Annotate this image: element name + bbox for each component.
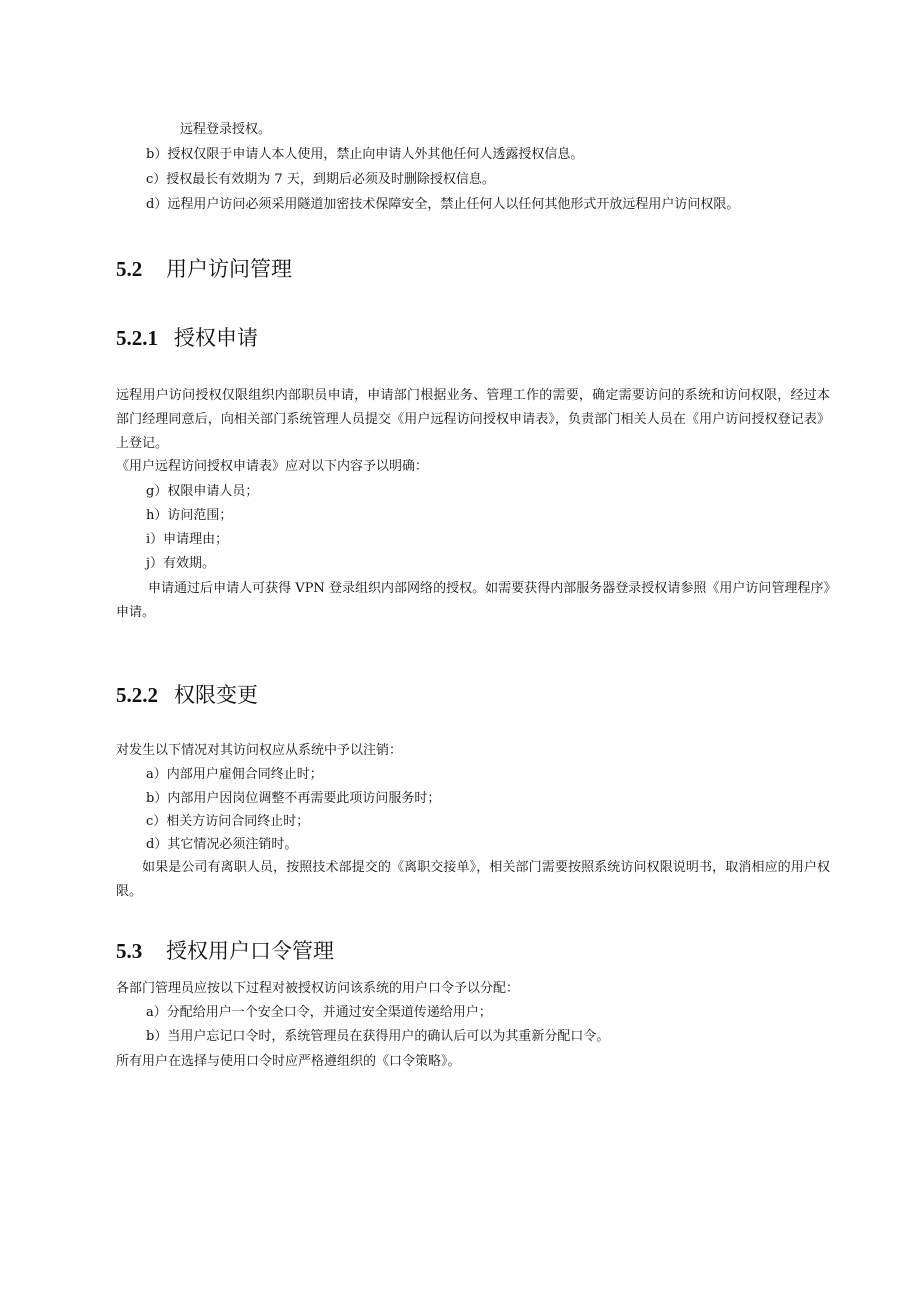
- paragraph: 对发生以下情况对其访问权应从系统中予以注销：: [116, 743, 403, 758]
- list-item: a）内部用户雇佣合同终止时；: [146, 767, 323, 782]
- section-heading-5-2-2: [116, 680, 258, 710]
- list-item: d）远程用户访问必须采用隧道加密技术保障安全，禁止任何人以任何其他形式开放远程用户访问权限。: [146, 197, 740, 212]
- list-item: b）当用户忘记口令时，系统管理员在获得用户的确认后可以为其重新分配口令。: [146, 1029, 610, 1044]
- list-item: i）申请理由；: [146, 532, 229, 547]
- section-title: 授权用户口令管理: [166, 939, 334, 963]
- paragraph: 所有用户在选择与使用口令时应严格遵组织的《口令策略》。: [116, 1054, 461, 1069]
- list-item: h）访问范围；: [146, 508, 233, 523]
- paragraph: 申请通过后申请人可获得 VPN 登录组织内部网络的授权。如需要获得内部服务器登录授权请参照《用户访问管理程序》申请。: [116, 581, 830, 620]
- section-title: 权限变更: [174, 683, 258, 707]
- section-heading-5-2: [116, 254, 292, 284]
- list-item: g）权限申请人员；: [146, 484, 259, 499]
- list-item: c）授权最长有效期为 7 天，到期后必须及时删除授权信息。: [146, 172, 495, 187]
- section-number: 5.2.1: [116, 326, 158, 350]
- continued-text: 远程登录授权。: [180, 122, 272, 137]
- paragraph: 如果是公司有离职人员，按照技术部提交的《离职交接单》，相关部门需要按照系统访问权限说明书，取消相应的用户权限。: [116, 860, 830, 899]
- list-item: a）分配给用户一个安全口令，并通过安全渠道传递给用户；: [146, 1005, 492, 1020]
- paragraph: 远程用户访问授权仅限组织内部职员申请，申请部门根据业务、管理工作的需要，确定需要访问的系统和访问权限，经过本部门经理同意后，向相关部门系统管理人员提交《用户远程访问授权申请表》，负责部门相关人员在《用户访问授权登记表》上登记。: [116, 388, 830, 451]
- section-number: 5.2: [116, 257, 143, 281]
- section-number: 5.2.2: [116, 683, 158, 707]
- list-item: d）其它情况必须注销时。: [146, 837, 298, 852]
- section-heading-5-2-1: [116, 323, 258, 353]
- paragraph: 《用户远程访问授权申请表》应对以下内容予以明确：: [116, 459, 429, 474]
- list-item: c）相关方访问合同终止时；: [146, 814, 310, 829]
- section-title: 用户访问管理: [166, 257, 292, 281]
- section-title: 授权申请: [174, 326, 258, 350]
- list-item: b）内部用户因岗位调整不再需要此项访问服务时；: [146, 791, 441, 806]
- list-item: b）授权仅限于申请人本人使用，禁止向申请人外其他任何人透露授权信息。: [146, 147, 584, 162]
- section-heading-5-3: [116, 936, 334, 966]
- section-number: 5.3: [116, 939, 143, 963]
- paragraph: 各部门管理员应按以下过程对被授权访问该系统的用户口令予以分配：: [116, 981, 520, 996]
- list-item: j）有效期。: [146, 556, 216, 571]
